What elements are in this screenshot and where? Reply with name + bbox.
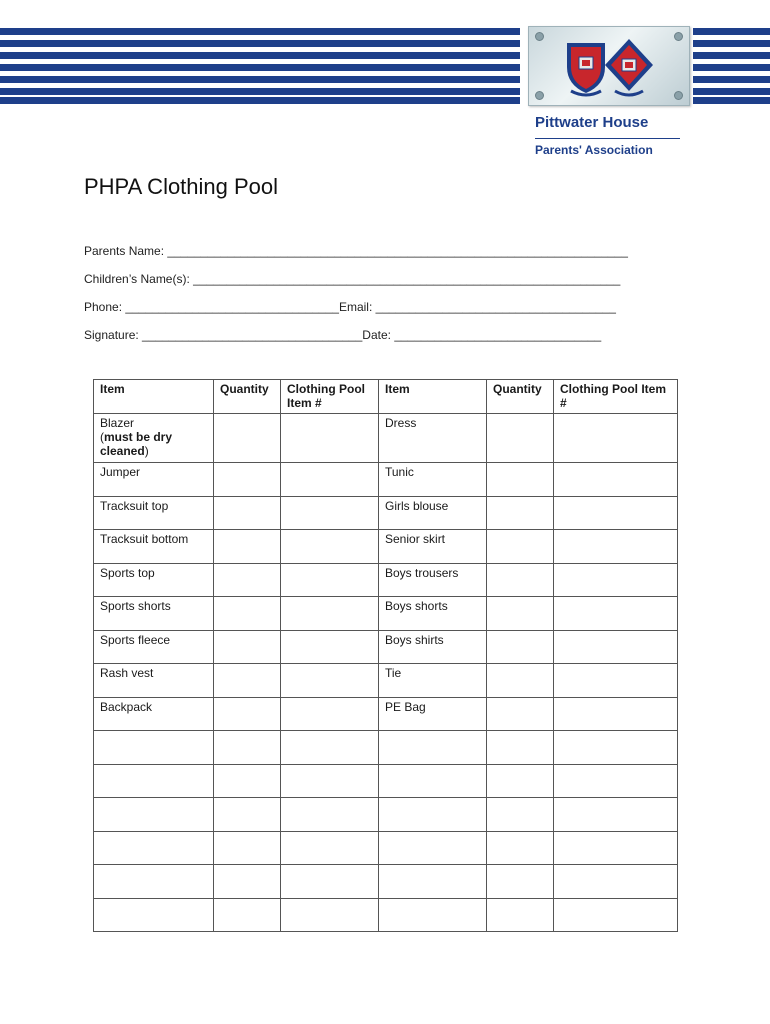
pool-item-number-cell[interactable]	[281, 764, 379, 798]
organization-divider	[535, 138, 680, 139]
column-header-quantity: Quantity	[214, 380, 281, 414]
parents-name-field[interactable]: _____________________________________________________________________	[167, 244, 628, 258]
quantity-cell[interactable]	[214, 798, 281, 832]
table-row	[94, 414, 678, 463]
quantity-cell[interactable]	[214, 414, 281, 463]
item-cell: Backpack	[94, 697, 214, 731]
column-header-pool-item-number: Clothing Pool Item #	[281, 380, 379, 414]
date-field[interactable]: _______________________________	[394, 328, 602, 342]
note-paren: (	[100, 430, 104, 444]
item-cell: Boys trousers	[379, 563, 487, 597]
item-cell	[379, 865, 487, 899]
table-row	[94, 697, 678, 731]
item-cell	[94, 798, 214, 832]
pool-item-number-cell[interactable]	[554, 764, 678, 798]
signature-field[interactable]: _________________________________	[142, 328, 363, 342]
children-name-field[interactable]: ________________________________________________________________	[193, 272, 621, 286]
quantity-cell[interactable]	[214, 496, 281, 530]
pool-item-number-cell[interactable]	[554, 530, 678, 564]
phone-email-row	[84, 300, 616, 314]
item-cell	[94, 865, 214, 899]
children-name-row	[84, 272, 620, 286]
parents-name-label: Parents Name:	[84, 244, 165, 258]
item-cell	[94, 898, 214, 932]
children-name-label: Children’s Name(s):	[84, 272, 190, 286]
care-note	[100, 430, 207, 458]
pool-item-number-cell[interactable]	[554, 414, 678, 463]
item-cell	[94, 731, 214, 765]
item-cell: Tunic	[379, 463, 487, 497]
parents-name-row	[84, 244, 628, 258]
signature-date-row	[84, 328, 601, 342]
column-header-item: Item	[94, 380, 214, 414]
table-row	[94, 831, 678, 865]
quantity-cell[interactable]	[487, 597, 554, 631]
header-stripes-left	[0, 28, 520, 104]
item-cell: Dress	[379, 414, 487, 463]
pool-item-number-cell[interactable]	[554, 898, 678, 932]
quantity-cell[interactable]	[214, 764, 281, 798]
header-stripes-right	[693, 28, 770, 104]
table-row	[94, 898, 678, 932]
table-header-row	[94, 380, 678, 414]
phone-field[interactable]: ________________________________	[125, 300, 339, 314]
item-cell: Sports shorts	[94, 597, 214, 631]
item-cell	[379, 731, 487, 765]
school-logo-plate	[528, 26, 690, 106]
table-row	[94, 463, 678, 497]
pool-item-number-cell[interactable]	[554, 731, 678, 765]
email-label: Email:	[338, 300, 373, 314]
pool-item-number-cell[interactable]	[281, 530, 379, 564]
crest-icon	[529, 27, 689, 105]
item-cell: Sports top	[94, 563, 214, 597]
item-cell	[94, 764, 214, 798]
pool-item-number-cell[interactable]	[554, 463, 678, 497]
quantity-cell[interactable]	[487, 898, 554, 932]
pool-item-number-cell[interactable]	[281, 697, 379, 731]
pool-item-number-cell[interactable]	[281, 463, 379, 497]
column-header-item: Item	[379, 380, 487, 414]
pool-item-number-cell[interactable]	[281, 731, 379, 765]
organization-subtitle: Parents' Association	[535, 143, 653, 157]
item-cell: Sports fleece	[94, 630, 214, 664]
quantity-cell[interactable]	[214, 664, 281, 698]
pool-item-number-cell[interactable]	[281, 831, 379, 865]
pool-item-number-cell[interactable]	[554, 831, 678, 865]
quantity-cell[interactable]	[487, 463, 554, 497]
pool-item-number-cell[interactable]	[281, 664, 379, 698]
item-cell: Boys shirts	[379, 630, 487, 664]
pool-item-number-cell[interactable]	[281, 898, 379, 932]
phone-label: Phone:	[84, 300, 123, 314]
pool-item-number-cell[interactable]	[281, 563, 379, 597]
table-row	[94, 764, 678, 798]
quantity-cell[interactable]	[487, 798, 554, 832]
pool-item-number-cell[interactable]	[554, 697, 678, 731]
date-label: Date:	[362, 328, 391, 342]
quantity-cell[interactable]	[214, 597, 281, 631]
table-row	[94, 496, 678, 530]
quantity-cell[interactable]	[487, 563, 554, 597]
item-label: Blazer	[100, 416, 135, 430]
pool-item-number-cell[interactable]	[554, 563, 678, 597]
pool-item-number-cell[interactable]	[554, 865, 678, 899]
table-row	[94, 664, 678, 698]
column-header-quantity: Quantity	[487, 380, 554, 414]
quantity-cell[interactable]	[487, 530, 554, 564]
item-cell: Senior skirt	[379, 530, 487, 564]
table-row	[94, 563, 678, 597]
quantity-cell[interactable]	[214, 731, 281, 765]
quantity-cell[interactable]	[214, 697, 281, 731]
item-cell-blazer	[94, 414, 214, 463]
table-row	[94, 865, 678, 899]
quantity-cell[interactable]	[487, 664, 554, 698]
quantity-cell[interactable]	[487, 831, 554, 865]
item-cell: Tracksuit bottom	[94, 530, 214, 564]
quantity-cell[interactable]	[214, 630, 281, 664]
pool-item-number-cell[interactable]	[281, 414, 379, 463]
page-title: PHPA Clothing Pool	[84, 174, 279, 199]
pool-item-number-cell[interactable]	[554, 597, 678, 631]
pool-item-number-cell[interactable]	[554, 496, 678, 530]
pool-item-number-cell[interactable]	[554, 630, 678, 664]
quantity-cell[interactable]	[214, 865, 281, 899]
quantity-cell[interactable]	[214, 563, 281, 597]
note-paren: )	[144, 444, 149, 458]
item-cell: Girls blouse	[379, 496, 487, 530]
item-cell: PE Bag	[379, 697, 487, 731]
column-header-pool-item-number: Clothing Pool Item #	[554, 380, 678, 414]
table-row	[94, 798, 678, 832]
item-cell	[94, 831, 214, 865]
quantity-cell[interactable]	[214, 831, 281, 865]
item-cell: Tie	[379, 664, 487, 698]
pool-item-number-cell[interactable]	[281, 597, 379, 631]
quantity-cell[interactable]	[487, 630, 554, 664]
quantity-cell[interactable]	[487, 697, 554, 731]
quantity-cell[interactable]	[214, 463, 281, 497]
pool-item-number-cell[interactable]	[554, 664, 678, 698]
item-cell: Tracksuit top	[94, 496, 214, 530]
item-cell	[379, 831, 487, 865]
quantity-cell[interactable]	[487, 414, 554, 463]
pool-item-number-cell[interactable]	[281, 865, 379, 899]
dry-clean-note: must be dry cleaned	[100, 430, 173, 458]
quantity-cell[interactable]	[487, 865, 554, 899]
item-cell	[379, 798, 487, 832]
quantity-cell[interactable]	[487, 496, 554, 530]
quantity-cell[interactable]	[214, 530, 281, 564]
table-row	[94, 731, 678, 765]
pool-item-number-cell[interactable]	[281, 630, 379, 664]
item-cell: Jumper	[94, 463, 214, 497]
table-row	[94, 597, 678, 631]
item-cell: Boys shorts	[379, 597, 487, 631]
quantity-cell[interactable]	[487, 764, 554, 798]
organization-name: Pittwater House	[535, 114, 649, 131]
table-row	[94, 530, 678, 564]
pool-item-number-cell[interactable]	[554, 798, 678, 832]
email-field[interactable]: ____________________________________	[375, 300, 616, 314]
signature-label: Signature:	[84, 328, 139, 342]
table-row	[94, 630, 678, 664]
quantity-cell[interactable]	[487, 731, 554, 765]
pool-item-number-cell[interactable]	[281, 798, 379, 832]
item-cell	[379, 764, 487, 798]
pool-item-number-cell[interactable]	[281, 496, 379, 530]
item-cell	[379, 898, 487, 932]
quantity-cell[interactable]	[214, 898, 281, 932]
clothing-pool-table	[93, 379, 678, 932]
item-cell: Rash vest	[94, 664, 214, 698]
